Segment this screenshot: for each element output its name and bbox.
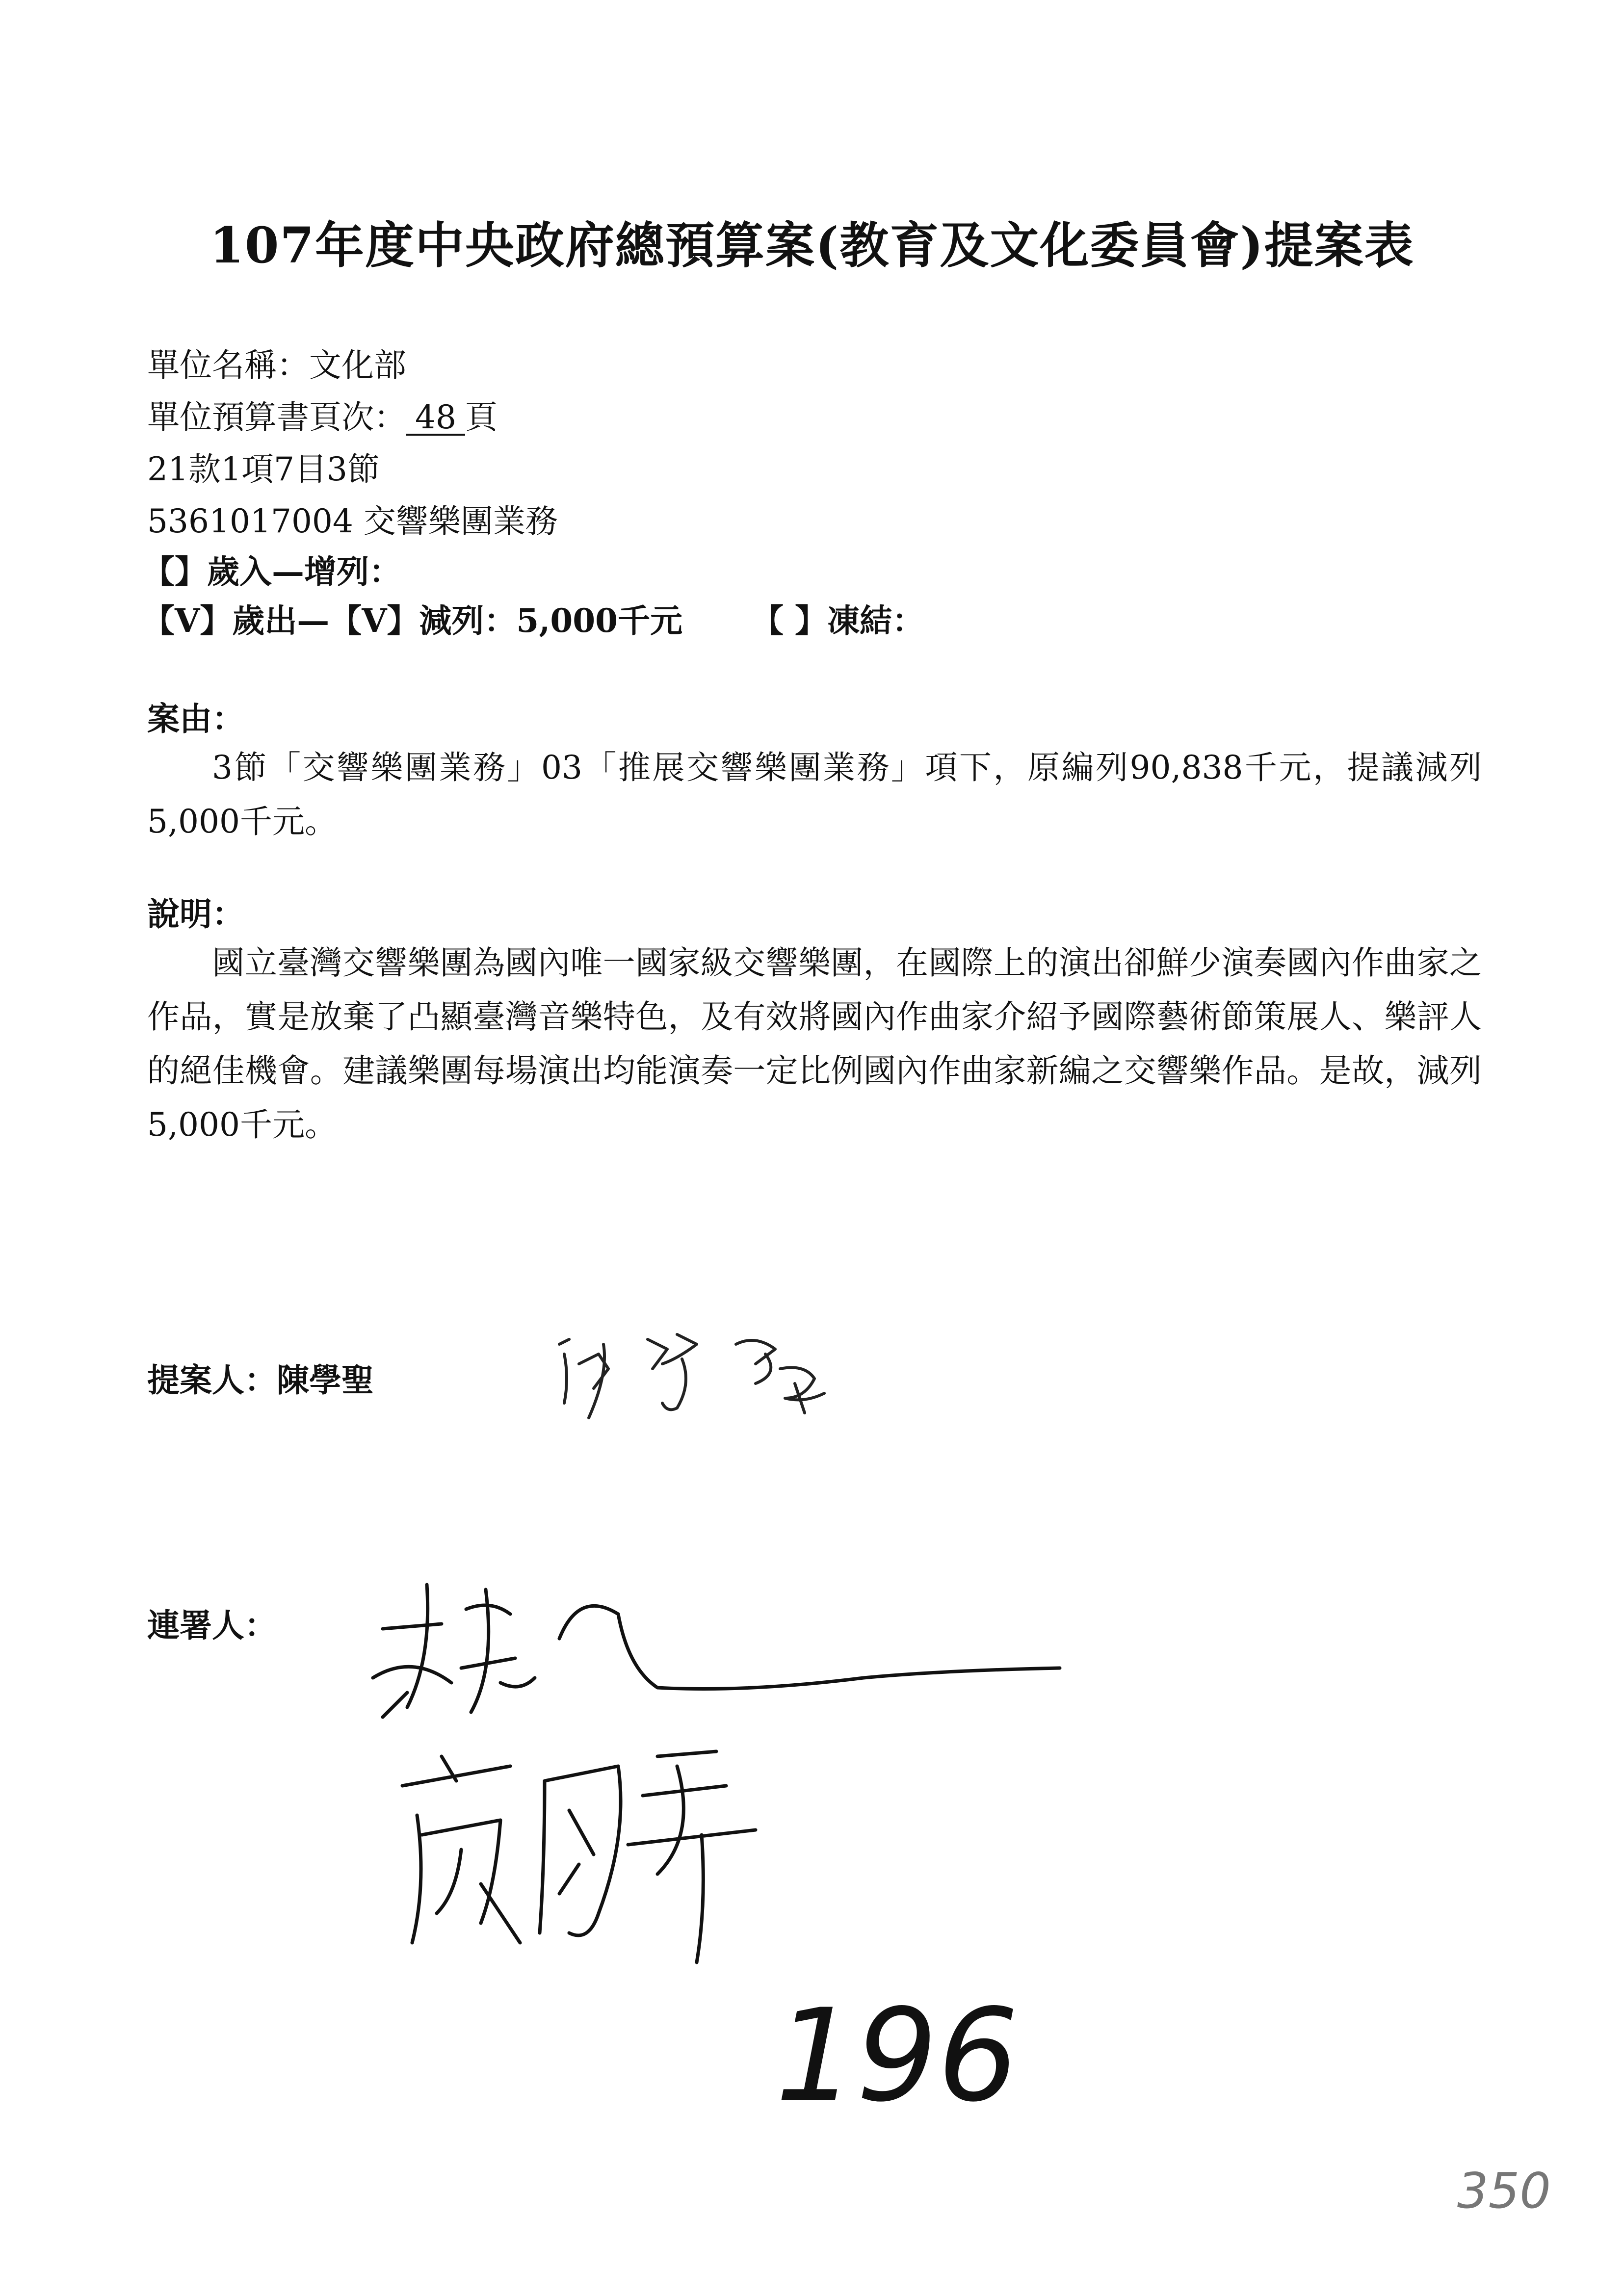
proposer-signature xyxy=(550,1325,854,1425)
explanation-heading: 說明： xyxy=(147,895,244,933)
explanation-text: 國立臺灣交響樂團為國內唯一國家級交響樂團，在國際上的演出卻鮮少演奏國內作曲家之作品，實是放棄了凸顯臺灣音樂特色，及有效將國內作曲家介紹予國際藝術節策展人、樂評人的絕佳機會。建議樂團每場演出均能演奏一定比例國內作曲家新編之交響樂作品。是故，減列5,000千元。 xyxy=(147,944,1482,1144)
expenditure-line xyxy=(142,601,925,640)
expenditure-freeze: 【 】凍結： xyxy=(751,601,925,640)
section-line: 21款1項7目3節 xyxy=(147,450,380,488)
proposer-label: 提案人：陳學聖 xyxy=(147,1361,374,1399)
budget-page-line xyxy=(147,398,498,436)
cosigner-label: 連署人： xyxy=(147,1606,277,1644)
cosigner-signature-1 xyxy=(353,1570,1089,1739)
document-title: 107年度中央政府總預算案(教育及文化委員會)提案表 xyxy=(210,216,1414,274)
reason-heading: 案由： xyxy=(147,700,244,738)
budget-page-value: 48 xyxy=(406,401,465,436)
corner-number-text: 350 xyxy=(1457,2162,1551,2219)
corner-number xyxy=(1452,2159,1560,2229)
budget-page-suffix: 頁 xyxy=(465,398,498,436)
reason-text: 3節「交響樂團業務」03「推展交響樂團業務」項下，原編列90,838千元，提議減列5,000千元。 xyxy=(147,749,1482,840)
expenditure-reduce: 【V】歲出—【V】減列：5,000千元 xyxy=(142,601,683,640)
cosigner-signature-2 xyxy=(383,1737,824,1974)
handwritten-number-text: 196 xyxy=(775,1982,1019,2130)
program-line: 5361017004 交響樂團業務 xyxy=(147,502,558,540)
revenue-line: 【】歲入—增列： xyxy=(142,552,401,591)
budget-page-prefix: 單位預算書頁次： xyxy=(147,398,406,436)
handwritten-number-196 xyxy=(770,1982,1019,2130)
unit-name: 單位名稱：文化部 xyxy=(147,346,406,384)
